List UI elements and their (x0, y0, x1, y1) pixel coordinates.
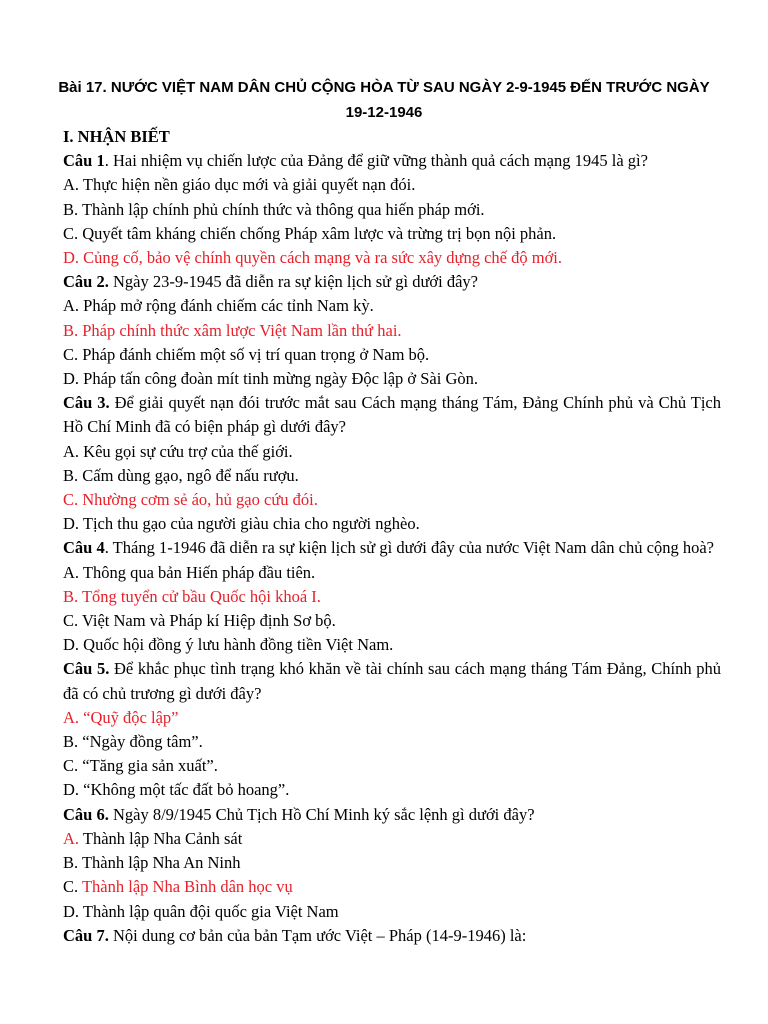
page-title-line-2: 19-12-1946 (345, 104, 423, 121)
option-b-answer: B. Pháp chính thức xâm lược Việt Nam lần thứ hai. (63, 320, 402, 340)
question-7 (63, 924, 721, 948)
question-label: Câu 3. (63, 393, 110, 413)
question-text: Để giải quyết nạn đói trước mắt sau Cách mạng tháng Tám, Đảng Chính phủ và Chủ Tịch Hồ Chí Minh đã có biện pháp gì dưới đây? (63, 393, 721, 437)
question-text: Nội dung cơ bản của bản Tạm ước Việt – Pháp (14-9-1946) là: (108, 925, 527, 945)
option-letter-answer: A. (63, 828, 80, 848)
question-text: Để khắc phục tình trạng khó khăn về tài chính sau cách mạng tháng Tám Đảng, Chính phủ đã có chủ trương gì dưới đây? (63, 659, 722, 703)
option-b: B. Thành lập chính phủ chính thức và thông qua hiến pháp mới. (63, 199, 485, 219)
option-b: B. Cấm dùng gạo, ngô để nấu rượu. (63, 465, 299, 485)
option-letter: C. (63, 877, 79, 897)
question-label: Câu 1 (63, 151, 105, 171)
option-c: C. “Tăng gia sản xuất”. (63, 756, 218, 776)
question-label: Câu 7. (63, 925, 109, 945)
option-text-answer: Thành lập Nha Bình dân học vụ (78, 877, 293, 897)
question-label: Câu 6. (63, 804, 109, 824)
option-d: D. Tịch thu gạo của người giàu chia cho người nghèo. (63, 514, 420, 534)
option-c (63, 875, 721, 899)
question-text: Ngày 23-9-1945 đã diễn ra sự kiện lịch sử gì dưới đây? (108, 272, 478, 292)
question-3 (63, 391, 721, 439)
option-a: A. Thông qua bản Hiến pháp đầu tiên. (63, 562, 316, 582)
option-c: C. Pháp đánh chiếm một số vị trí quan trọng ở Nam bộ. (63, 344, 430, 364)
question-5 (63, 657, 721, 705)
section-heading: I. NHẬN BIẾT (63, 127, 170, 146)
question-text: . Tháng 1-1946 đã diễn ra sự kiện lịch sử gì dưới đây của nước Việt Nam dân chủ cộng hoà? (104, 538, 714, 558)
question-text: . Hai nhiệm vụ chiến lược của Đảng để giữ vững thành quả cách mạng 1945 là gì? (104, 151, 648, 171)
question-2 (63, 270, 721, 294)
option-b: B. Thành lập Nha An Ninh (63, 853, 241, 873)
option-a (63, 827, 721, 851)
option-a: A. Thực hiện nền giáo dục mới và giải quyết nạn đói. (63, 175, 416, 195)
option-a: A. Pháp mở rộng đánh chiếm các tỉnh Nam kỳ. (63, 296, 374, 316)
question-label: Câu 4 (63, 538, 105, 558)
option-b: B. “Ngày đồng tâm”. (63, 732, 203, 752)
option-b-answer: B. Tổng tuyển cử bầu Quốc hội khoá I. (63, 586, 321, 606)
page-title-line-1: Bài 17. NƯỚC VIỆT NAM DÂN CHỦ CỘNG HÒA TỪ SAU NGÀY 2-9-1945 ĐẾN TRƯỚC NGÀY (58, 79, 710, 96)
option-d-answer: D. Củng cố, bảo vệ chính quyền cách mạng và ra sức xây dựng chế độ mới. (63, 248, 563, 268)
option-d: D. Pháp tấn công đoàn mít tinh mừng ngày Độc lập ở Sài Gòn. (63, 369, 478, 389)
question-4 (63, 536, 721, 560)
question-text: Ngày 8/9/1945 Chủ Tịch Hồ Chí Minh ký sắc lệnh gì dưới đây? (108, 804, 535, 824)
question-label: Câu 5. (63, 659, 110, 679)
option-a-answer: A. “Quỹ độc lập” (63, 707, 179, 727)
option-d: D. Thành lập quân đội quốc gia Việt Nam (63, 901, 339, 921)
option-text: Thành lập Nha Cảnh sát (79, 828, 243, 848)
option-a: A. Kêu gọi sự cứu trợ của thế giới. (63, 441, 293, 461)
option-d: D. Quốc hội đồng ý lưu hành đồng tiền Việt Nam. (63, 635, 394, 655)
question-label: Câu 2. (63, 272, 109, 292)
question-1 (63, 149, 721, 173)
option-c: C. Việt Nam và Pháp kí Hiệp định Sơ bộ. (63, 611, 336, 631)
option-c-answer: C. Nhường cơm sẻ áo, hủ gạo cứu đói. (63, 490, 318, 510)
document-body (63, 125, 721, 948)
option-d: D. “Không một tấc đất bỏ hoang”. (63, 780, 290, 800)
question-6 (63, 803, 721, 827)
option-c: C. Quyết tâm kháng chiến chống Pháp xâm lược và trừng trị bọn nội phản. (63, 223, 557, 243)
